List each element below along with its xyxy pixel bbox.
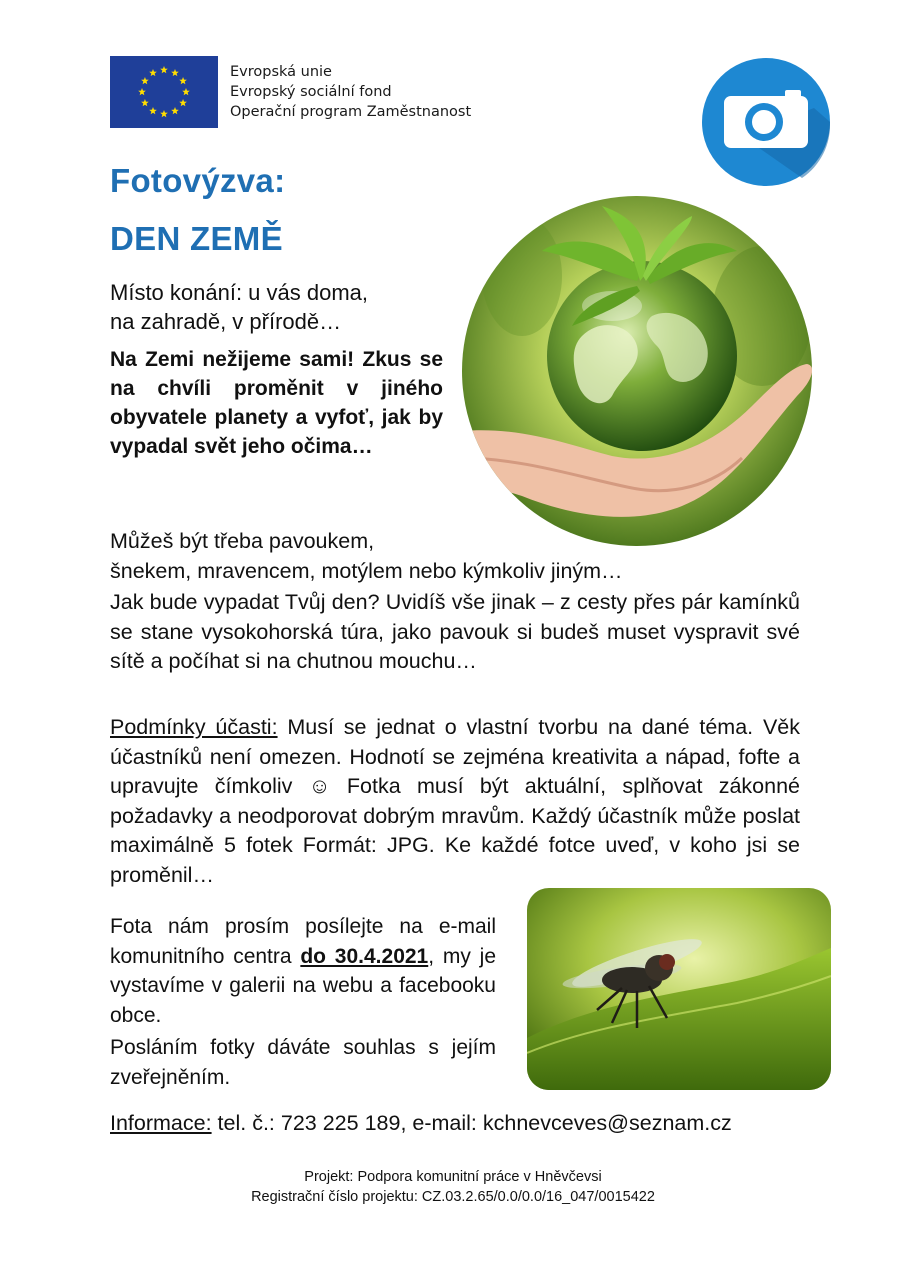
camera-icon bbox=[702, 58, 830, 186]
eu-flag-logo bbox=[110, 56, 218, 128]
submission-text-before: Fota nám prosím posílejte na e-mail komunitního centra bbox=[110, 915, 496, 968]
contact-text: tel. č.: 723 225 189, e-mail: kchnevceves@seznam.cz bbox=[211, 1111, 732, 1135]
contact-info bbox=[110, 1108, 732, 1138]
contact-label: Informace: bbox=[110, 1111, 212, 1135]
footer-registration-number: Registrační číslo projektu: CZ.03.2.65/0.0/0.0/16_047/0015422 bbox=[251, 1189, 655, 1205]
page-title: Fotovýzva: bbox=[110, 162, 286, 199]
eu-star-icon bbox=[149, 69, 157, 76]
conditions-text: Musí se jednat o vlastní tvorbu na dané téma. Věk účastníků není omezen. Hodnotí se zejména kreativita a nápad, fofte a upravujte čímkoliv ☺ Fotka musí být aktuální, splňovat zákonné požadavky a neodporovat dobrým mravům. Každý účastník může poslat maximálně 5 fotek Formát: JPG. Ke každé fotce uveď, v koho jsi se proměnil… bbox=[110, 715, 800, 887]
project-footer bbox=[0, 1167, 906, 1207]
eu-logo-line-3: Operační program Zaměstnanost bbox=[230, 104, 472, 120]
intro-lines bbox=[110, 527, 800, 586]
eu-star-icon bbox=[138, 88, 146, 95]
page-subtitle: DEN ZEMĚ bbox=[110, 220, 283, 257]
venue-text bbox=[110, 278, 440, 336]
challenge-hook-text: Na Zemi nežijeme sami! Zkus se na chvíli proměnit v jiného obyvatele planety a vyfoť, jak by vypadal svět jeho očima… bbox=[110, 348, 443, 458]
eu-logo-text bbox=[230, 62, 471, 122]
consent-text: Posláním fotky dáváte souhlas s jejím zveřejněním. bbox=[110, 1036, 496, 1089]
fly-on-moss-photo bbox=[527, 888, 831, 1090]
eu-star-icon bbox=[182, 88, 190, 95]
intro-line-1: Můžeš být třeba pavoukem, bbox=[110, 529, 375, 553]
eu-star-icon bbox=[160, 110, 168, 117]
eu-logo-line-1: Evropská unie bbox=[230, 64, 332, 80]
eu-star-icon bbox=[179, 99, 187, 106]
eu-stars bbox=[110, 56, 218, 128]
eu-star-icon bbox=[179, 77, 187, 84]
venue-line-1: Místo konání: u vás doma, bbox=[110, 280, 369, 305]
venue-line-2: na zahradě, v přírodě… bbox=[110, 309, 342, 334]
eu-star-icon bbox=[171, 69, 179, 76]
intro-paragraph: Jak bude vypadat Tvůj den? Uvidíš vše jinak – z cesty přes pár kamínků se stane vysokohorská túra, jako pavouk si budeš muset vyspravit své sítě a počíhat si na chutnou mouchu… bbox=[110, 590, 800, 673]
conditions-label: Podmínky účasti: bbox=[110, 715, 278, 739]
eu-star-icon bbox=[160, 66, 168, 73]
eu-star-icon bbox=[149, 107, 157, 114]
submission-text-after: , my je vystavíme v galerii na webu a facebooku obce. bbox=[110, 944, 496, 1027]
earth-in-hand-photo bbox=[462, 196, 812, 546]
participation-conditions bbox=[110, 713, 800, 890]
eu-logo-line-2: Evropský sociální fond bbox=[230, 84, 392, 100]
submission-deadline: do 30.4.2021 bbox=[300, 944, 429, 968]
footer-project-name: Projekt: Podpora komunitní práce v Hněvčevsi bbox=[304, 1169, 602, 1185]
eu-star-icon bbox=[141, 77, 149, 84]
eu-star-icon bbox=[141, 99, 149, 106]
intro-line-2: šnekem, mravencem, motýlem nebo kýmkoliv jiným… bbox=[110, 558, 623, 583]
eu-star-icon bbox=[171, 107, 179, 114]
submission-info bbox=[110, 912, 496, 1030]
